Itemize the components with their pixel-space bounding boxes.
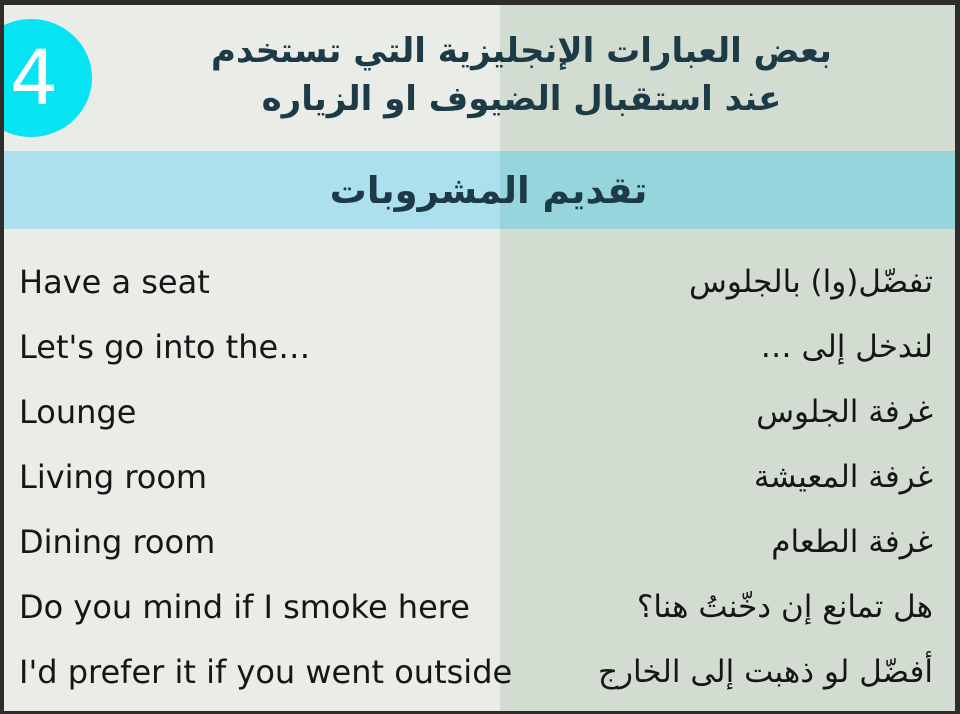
- english-phrase: Lounge: [19, 392, 137, 431]
- phrase-row: [4, 314, 955, 379]
- arabic-phrase: أفضّل لو ذهبت إلى الخارج: [597, 653, 933, 690]
- phrase-row: [4, 379, 955, 444]
- english-phrase: Have a seat: [19, 262, 210, 301]
- phrase-row: [4, 509, 955, 574]
- english-phrase: Do you mind if I smoke here: [19, 587, 470, 626]
- section-banner-title: تقديم المشروبات: [329, 168, 648, 212]
- arabic-phrase: غرفة الطعام: [771, 523, 933, 560]
- header: [4, 5, 955, 151]
- english-phrase: I'd prefer it if you went outside: [19, 652, 513, 691]
- phrase-row: [4, 574, 955, 639]
- arabic-phrase: غرفة الجلوس: [756, 393, 933, 430]
- page-title-line-1: بعض العبارات الإنجليزية التي تستخدم: [211, 31, 832, 71]
- english-phrase: Dining room: [19, 522, 216, 561]
- arabic-phrase: هل تمانع إن دخّنتُ هنا؟: [636, 588, 933, 625]
- arabic-phrase: لندخل إلى …: [760, 328, 933, 365]
- phrase-table: [4, 229, 955, 704]
- english-phrase: Let's go into the…: [19, 327, 311, 366]
- arabic-phrase: تفضّل(وا) بالجلوس: [689, 263, 933, 300]
- arabic-phrase: غرفة المعيشة: [753, 458, 933, 495]
- phrase-row: [4, 639, 955, 704]
- section-banner: [4, 151, 955, 229]
- english-phrase: Living room: [19, 457, 208, 496]
- page-title-line-2: عند استقبال الضيوف او الزياره: [261, 79, 782, 119]
- phrase-row: [4, 444, 955, 509]
- phrase-row: [4, 249, 955, 314]
- page-title: [4, 5, 955, 123]
- lesson-number: 4: [9, 33, 59, 122]
